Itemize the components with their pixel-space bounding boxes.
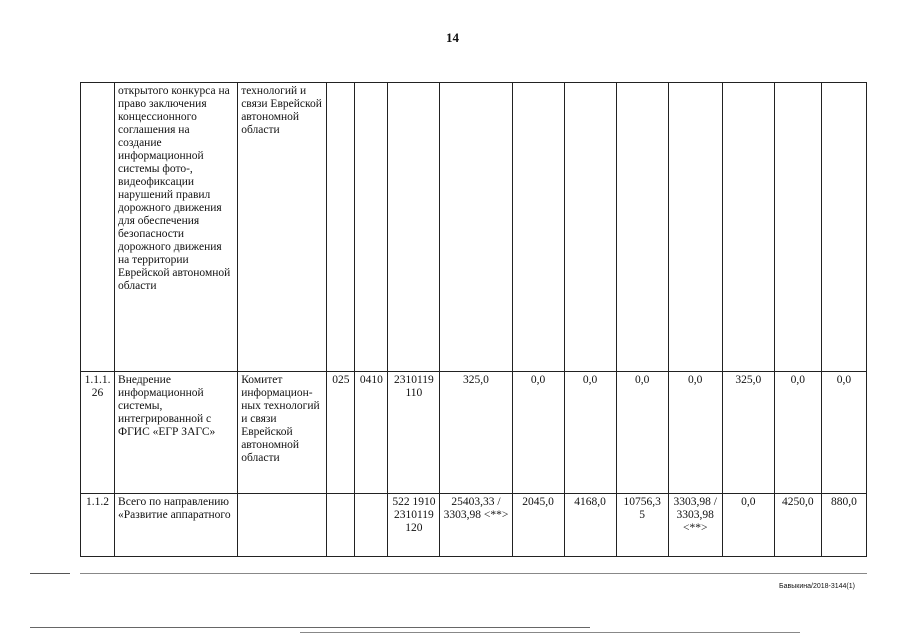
- cell-executor: [238, 494, 327, 557]
- cell-year-5: 325,0: [722, 372, 774, 494]
- table-row-1-1-1-26: [81, 372, 867, 494]
- cell-year-7: 880,0: [821, 494, 866, 557]
- cell-empty: [440, 83, 512, 372]
- cell-empty: [616, 83, 668, 372]
- scan-artifact-line: [30, 627, 590, 628]
- cell-number: [81, 83, 115, 372]
- cell-total: 325,0: [440, 372, 512, 494]
- cell-empty: [388, 83, 440, 372]
- cell-year-5: 0,0: [722, 494, 774, 557]
- cell-number: 1.1.2: [81, 494, 115, 557]
- cell-executor: технологий и связи Еврейской автономной области: [238, 83, 327, 372]
- scan-artifact-line: [30, 573, 70, 574]
- cell-year-6: 4250,0: [774, 494, 821, 557]
- cell-year-4: 0,0: [668, 372, 722, 494]
- cell-year-3: 0,0: [616, 372, 668, 494]
- cell-empty: [564, 83, 616, 372]
- cell-grbs: 025: [327, 372, 355, 494]
- cell-name: открытого конкурса на право заключения концессионного соглашения на создание информационной системы фото-, видеофиксации нарушений правил дорожного движения для обеспечения безопасности дорожного движения на территории Еврейской автономной области: [115, 83, 238, 372]
- cell-empty: [512, 83, 564, 372]
- cell-csr: 2310119 110: [388, 372, 440, 494]
- cell-year-7: 0,0: [821, 372, 866, 494]
- cell-year-1: 0,0: [512, 372, 564, 494]
- cell-empty: [774, 83, 821, 372]
- cell-empty: [327, 83, 355, 372]
- document-code: Бавыкина/2018-3144(1): [779, 583, 855, 590]
- cell-year-4: 3303,98 / 3303,98 <**>: [668, 494, 722, 557]
- cell-year-3: 10756,3 5: [616, 494, 668, 557]
- scan-artifact-line: [80, 573, 867, 574]
- cell-name: Всего по направлению «Развитие аппаратного: [115, 494, 238, 557]
- page-number: 14: [446, 30, 459, 45]
- cell-empty: [355, 83, 388, 372]
- cell-rzpr: [355, 494, 388, 557]
- cell-total: 25403,33 / 3303,98 <**>: [440, 494, 512, 557]
- cell-year-1: 2045,0: [512, 494, 564, 557]
- table-row-1-1-2: [81, 494, 867, 557]
- table-row-continued: [81, 83, 867, 372]
- cell-csr: 522 1910 2310119 120: [388, 494, 440, 557]
- cell-empty: [668, 83, 722, 372]
- cell-empty: [821, 83, 866, 372]
- cell-empty: [722, 83, 774, 372]
- cell-executor: Комитет информацион-ных технологий и связи Еврейской автономной области: [238, 372, 327, 494]
- cell-year-2: 4168,0: [564, 494, 616, 557]
- scan-artifact-line: [300, 632, 800, 633]
- budget-table: [80, 82, 867, 557]
- cell-year-2: 0,0: [564, 372, 616, 494]
- cell-grbs: [327, 494, 355, 557]
- cell-number: 1.1.1. 26: [81, 372, 115, 494]
- cell-name: Внедрение информационной системы, интегрированной с ФГИС «ЕГР ЗАГС»: [115, 372, 238, 494]
- cell-rzpr: 0410: [355, 372, 388, 494]
- cell-year-6: 0,0: [774, 372, 821, 494]
